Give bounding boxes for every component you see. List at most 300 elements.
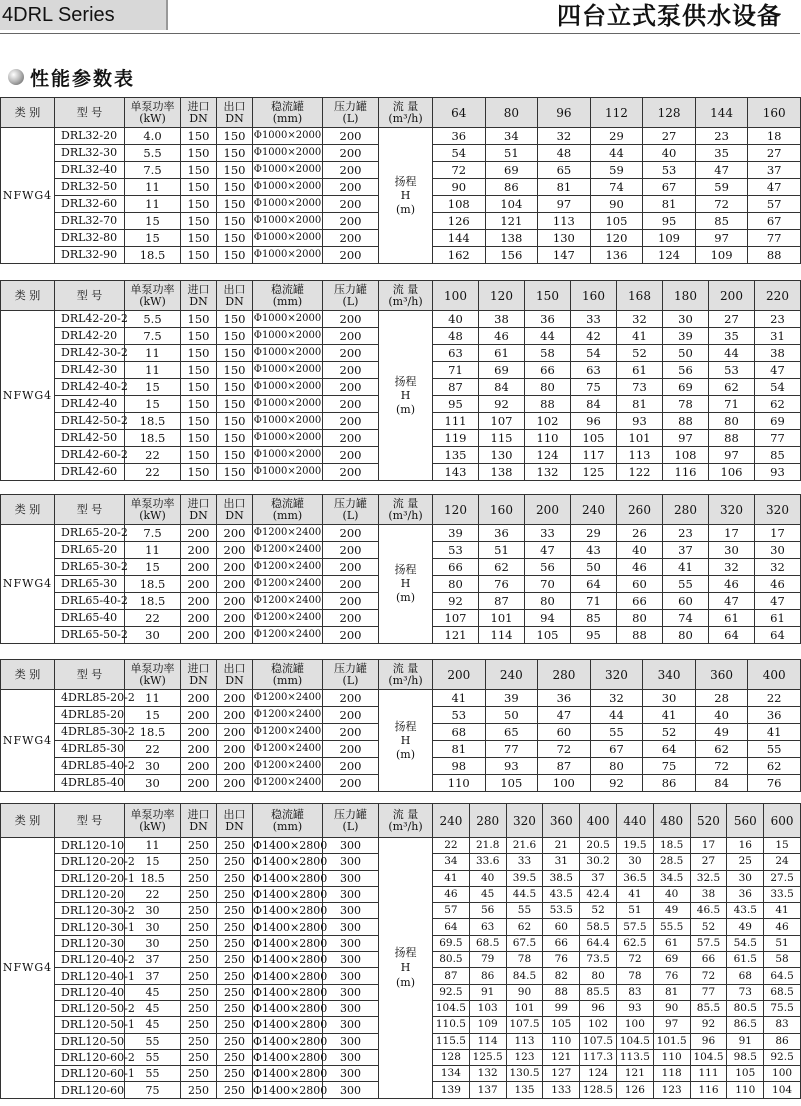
pressure-tank-cell: 200 bbox=[323, 775, 379, 792]
head-value: 30 bbox=[643, 690, 696, 707]
col-inlet bbox=[181, 281, 217, 311]
tank-cell: Φ1200×2400 bbox=[253, 542, 323, 559]
table-header-row bbox=[1, 660, 801, 690]
inlet-cell: 250 bbox=[181, 870, 217, 886]
head-value: 41 bbox=[617, 328, 663, 345]
head-value: 59 bbox=[695, 179, 748, 196]
head-value: 84 bbox=[571, 396, 617, 413]
head-value: 107 bbox=[479, 413, 525, 430]
head-value: 52 bbox=[617, 345, 663, 362]
model-cell: DRL42-20 bbox=[55, 328, 125, 345]
head-value: 144 bbox=[433, 230, 486, 247]
col-outlet bbox=[217, 804, 253, 838]
power-cell: 55 bbox=[125, 1049, 181, 1065]
head-value: 47 bbox=[755, 362, 801, 379]
table-header-row bbox=[1, 98, 801, 128]
head-value: 67.5 bbox=[506, 935, 543, 951]
header-line: 出口 bbox=[223, 661, 246, 675]
head-value: 90 bbox=[433, 179, 486, 196]
head-value: 22 bbox=[748, 690, 801, 707]
head-value: 47 bbox=[695, 162, 748, 179]
head-value: 75 bbox=[643, 758, 696, 775]
head-value: 21 bbox=[543, 838, 580, 854]
flow-value: 560 bbox=[727, 804, 764, 838]
header-line: DN bbox=[189, 673, 208, 687]
flow-value: 400 bbox=[748, 660, 801, 690]
power-cell: 30 bbox=[125, 758, 181, 775]
head-value: 104 bbox=[764, 1082, 801, 1098]
head-value: 51 bbox=[479, 542, 525, 559]
power-cell: 30 bbox=[125, 935, 181, 951]
head-value: 56 bbox=[663, 362, 709, 379]
header-line: (m³/h) bbox=[388, 819, 423, 833]
pressure-tank-cell: 200 bbox=[323, 593, 379, 610]
outlet-cell: 150 bbox=[217, 230, 253, 247]
col-inlet bbox=[181, 660, 217, 690]
header-line: DN bbox=[225, 111, 244, 125]
outlet-cell: 150 bbox=[217, 213, 253, 230]
head-value: 17 bbox=[709, 525, 755, 542]
pressure-tank-cell: 200 bbox=[323, 247, 379, 264]
tank-cell: Φ1000×2000 bbox=[253, 413, 323, 430]
inlet-cell: 200 bbox=[181, 741, 217, 758]
head-value: 27 bbox=[748, 145, 801, 162]
power-cell: 22 bbox=[125, 886, 181, 902]
head-value: 92.5 bbox=[433, 984, 470, 1000]
outlet-cell: 250 bbox=[217, 854, 253, 870]
table-header-row bbox=[1, 804, 801, 838]
outlet-cell: 150 bbox=[217, 413, 253, 430]
head-value: 105 bbox=[525, 627, 571, 644]
pressure-tank-cell: 200 bbox=[323, 559, 379, 576]
col-tank bbox=[253, 804, 323, 838]
head-value: 81 bbox=[538, 179, 591, 196]
head-value: 39 bbox=[663, 328, 709, 345]
head-value: 88 bbox=[617, 627, 663, 644]
flow-value: 360 bbox=[543, 804, 580, 838]
head-value: 88 bbox=[543, 984, 580, 1000]
header-line: (mm) bbox=[272, 673, 303, 687]
outlet-cell: 150 bbox=[217, 328, 253, 345]
col-outlet bbox=[217, 660, 253, 690]
head-value: 100 bbox=[764, 1066, 801, 1082]
power-cell: 22 bbox=[125, 464, 181, 481]
header-line: 出口 bbox=[223, 807, 246, 821]
model-cell: DRL120-20 bbox=[55, 886, 125, 902]
head-value: 58 bbox=[525, 345, 571, 362]
head-value: 39.5 bbox=[506, 870, 543, 886]
tank-cell: Φ1400×2800 bbox=[253, 953, 328, 967]
head-value: 67 bbox=[643, 179, 696, 196]
head-value: 62 bbox=[695, 741, 748, 758]
head-value: 18 bbox=[748, 128, 801, 145]
pressure-tank-cell: 300 bbox=[323, 1066, 379, 1082]
head-value: 109 bbox=[643, 230, 696, 247]
head-value: 97 bbox=[663, 430, 709, 447]
inlet-cell: 150 bbox=[181, 413, 217, 430]
outlet-cell: 150 bbox=[217, 447, 253, 464]
head-value: 104.5 bbox=[690, 1049, 727, 1065]
head-value: 51 bbox=[616, 903, 653, 919]
power-cell: 18.5 bbox=[125, 247, 181, 264]
outlet-cell: 150 bbox=[217, 145, 253, 162]
tank-cell: Φ1200×2400 bbox=[253, 758, 323, 775]
head-value: 138 bbox=[479, 464, 525, 481]
model-cell: DRL42-50 bbox=[55, 430, 125, 447]
head-value: 47 bbox=[748, 179, 801, 196]
head-value: 74 bbox=[663, 610, 709, 627]
inlet-cell: 250 bbox=[181, 1033, 217, 1049]
outlet-cell: 150 bbox=[217, 179, 253, 196]
head-value: 41 bbox=[748, 724, 801, 741]
flow-value: 320 bbox=[755, 495, 801, 525]
head-value: 114 bbox=[479, 627, 525, 644]
pressure-tank-cell: 200 bbox=[323, 379, 379, 396]
outlet-cell: 150 bbox=[217, 379, 253, 396]
head-value: 75 bbox=[571, 379, 617, 396]
head-label-cell bbox=[379, 525, 433, 644]
head-value: 116 bbox=[663, 464, 709, 481]
inlet-cell: 250 bbox=[181, 935, 217, 951]
head-value: 43.5 bbox=[543, 886, 580, 902]
head-value: 93 bbox=[485, 758, 538, 775]
spec-table bbox=[0, 659, 801, 792]
table-row bbox=[1, 838, 801, 854]
col-model: 型 号 bbox=[55, 495, 125, 525]
head-value: 55 bbox=[590, 724, 643, 741]
power-cell: 11 bbox=[125, 362, 181, 379]
head-value: 138 bbox=[485, 230, 538, 247]
flow-value: 480 bbox=[653, 804, 690, 838]
head-value: 60 bbox=[663, 593, 709, 610]
head-value: 15 bbox=[764, 838, 801, 854]
inlet-cell: 150 bbox=[181, 464, 217, 481]
head-value: 64 bbox=[755, 627, 801, 644]
section-title: 性能参数表 bbox=[30, 67, 136, 90]
header-line: H bbox=[400, 388, 411, 402]
head-value: 46 bbox=[764, 919, 801, 935]
head-value: 137 bbox=[469, 1082, 506, 1098]
head-value: 95 bbox=[571, 627, 617, 644]
pressure-tank-cell: 200 bbox=[323, 690, 379, 707]
head-value: 61 bbox=[653, 935, 690, 951]
outlet-cell: 150 bbox=[217, 162, 253, 179]
outlet-cell: 200 bbox=[217, 627, 253, 644]
head-value: 66 bbox=[543, 935, 580, 951]
outlet-cell: 150 bbox=[217, 430, 253, 447]
head-value: 68.5 bbox=[764, 984, 801, 1000]
head-value: 78 bbox=[506, 952, 543, 968]
head-value: 69 bbox=[479, 362, 525, 379]
head-value: 30 bbox=[727, 870, 764, 886]
head-value: 41 bbox=[433, 690, 486, 707]
inlet-cell: 200 bbox=[181, 627, 217, 644]
col-category: 类 别 bbox=[1, 495, 55, 525]
outlet-cell: 200 bbox=[217, 542, 253, 559]
head-value: 36 bbox=[748, 707, 801, 724]
tank-cell: Φ1000×2000 bbox=[253, 328, 323, 345]
head-value: 121 bbox=[433, 627, 479, 644]
inlet-cell: 150 bbox=[181, 447, 217, 464]
head-value: 46.5 bbox=[690, 903, 727, 919]
head-value: 55.5 bbox=[653, 919, 690, 935]
head-value: 84.5 bbox=[506, 968, 543, 984]
col-outlet bbox=[217, 495, 253, 525]
pressure-tank-cell: 200 bbox=[323, 707, 379, 724]
header-line: (m³/h) bbox=[388, 673, 423, 687]
head-value: 30 bbox=[616, 854, 653, 870]
head-value: 95 bbox=[433, 396, 479, 413]
head-value: 104.5 bbox=[433, 1000, 470, 1016]
header-line: DN bbox=[189, 508, 208, 522]
header-line: 流 量 bbox=[392, 282, 419, 296]
inlet-cell: 250 bbox=[181, 854, 217, 870]
inlet-cell: 150 bbox=[181, 230, 217, 247]
head-value: 80.5 bbox=[433, 952, 470, 968]
header-line: 流 量 bbox=[392, 496, 419, 510]
head-value: 39 bbox=[485, 690, 538, 707]
head-value: 22 bbox=[433, 838, 470, 854]
col-category: 类 别 bbox=[1, 660, 55, 690]
tank-cell: Φ1000×2000 bbox=[253, 162, 323, 179]
head-value: 92 bbox=[433, 593, 479, 610]
head-value: 113.5 bbox=[616, 1049, 653, 1065]
head-value: 62 bbox=[748, 758, 801, 775]
head-value: 68 bbox=[433, 724, 486, 741]
model-cell: DRL65-40-2 bbox=[55, 593, 125, 610]
head-value: 33 bbox=[525, 525, 571, 542]
model-cell: DRL65-30-2 bbox=[55, 559, 125, 576]
head-value: 81 bbox=[433, 741, 486, 758]
head-value: 72 bbox=[695, 758, 748, 775]
power-cell: 15 bbox=[125, 707, 181, 724]
head-value: 88 bbox=[663, 413, 709, 430]
head-value: 59 bbox=[590, 162, 643, 179]
head-value: 73 bbox=[617, 379, 663, 396]
head-value: 46 bbox=[709, 576, 755, 593]
outlet-cell: 200 bbox=[217, 758, 253, 775]
spec-table bbox=[0, 97, 801, 264]
head-value: 62 bbox=[709, 379, 755, 396]
head-value: 36.5 bbox=[616, 870, 653, 886]
head-value: 86.5 bbox=[727, 1017, 764, 1033]
head-value: 85 bbox=[695, 213, 748, 230]
model-cell: DRL120-30-2 bbox=[55, 903, 125, 919]
head-value: 34 bbox=[485, 128, 538, 145]
head-value: 70 bbox=[525, 576, 571, 593]
col-model: 型 号 bbox=[55, 804, 125, 838]
head-value: 46 bbox=[755, 576, 801, 593]
head-value: 28 bbox=[695, 690, 748, 707]
head-value: 110 bbox=[543, 1033, 580, 1049]
head-value: 61.5 bbox=[727, 952, 764, 968]
head-value: 72 bbox=[616, 952, 653, 968]
inlet-cell: 150 bbox=[181, 396, 217, 413]
inlet-cell: 200 bbox=[181, 576, 217, 593]
section-heading bbox=[8, 65, 135, 89]
head-value: 38 bbox=[479, 311, 525, 328]
pressure-tank-cell: 200 bbox=[323, 128, 379, 145]
outlet-cell: 200 bbox=[217, 741, 253, 758]
head-value: 107.5 bbox=[506, 1017, 543, 1033]
head-value: 71 bbox=[709, 396, 755, 413]
head-value: 87 bbox=[538, 758, 591, 775]
col-outlet bbox=[217, 281, 253, 311]
head-value: 66 bbox=[433, 559, 479, 576]
inlet-cell: 200 bbox=[181, 707, 217, 724]
head-value: 19.5 bbox=[616, 838, 653, 854]
tank-cell: Φ1400×2800 bbox=[253, 1018, 328, 1032]
header-line: DN bbox=[225, 294, 244, 308]
pressure-tank-cell: 200 bbox=[323, 724, 379, 741]
power-cell: 15 bbox=[125, 230, 181, 247]
head-value: 69 bbox=[485, 162, 538, 179]
pressure-tank-cell: 200 bbox=[323, 610, 379, 627]
outlet-cell: 250 bbox=[217, 838, 253, 854]
model-cell: DRL65-20-2 bbox=[55, 525, 125, 542]
head-value: 65 bbox=[538, 162, 591, 179]
head-value: 85.5 bbox=[580, 984, 617, 1000]
head-value: 69 bbox=[663, 379, 709, 396]
pressure-tank-cell: 200 bbox=[323, 430, 379, 447]
head-value: 48 bbox=[538, 145, 591, 162]
head-value: 80 bbox=[525, 593, 571, 610]
head-value: 64 bbox=[433, 919, 470, 935]
header-line: 单泵功率 bbox=[130, 496, 175, 510]
head-value: 128.5 bbox=[580, 1082, 617, 1098]
model-cell: DRL120-50-1 bbox=[55, 1017, 125, 1033]
power-cell: 7.5 bbox=[125, 525, 181, 542]
inlet-cell: 250 bbox=[181, 1049, 217, 1065]
header-line: 压力罐 bbox=[334, 496, 367, 510]
header-line: H bbox=[400, 961, 411, 975]
pressure-tank-cell: 300 bbox=[323, 1082, 379, 1098]
head-value: 34 bbox=[433, 854, 470, 870]
head-value: 84 bbox=[479, 379, 525, 396]
head-value: 33 bbox=[571, 311, 617, 328]
head-value: 124 bbox=[525, 447, 571, 464]
head-value: 93 bbox=[755, 464, 801, 481]
flow-value: 144 bbox=[695, 98, 748, 128]
head-value: 32 bbox=[538, 128, 591, 145]
tank-cell: Φ1200×2400 bbox=[253, 610, 323, 627]
tank-cell: Φ1400×2800 bbox=[253, 888, 328, 902]
head-value: 31 bbox=[755, 328, 801, 345]
head-value: 36 bbox=[433, 128, 486, 145]
inlet-cell: 250 bbox=[181, 903, 217, 919]
head-value: 61 bbox=[709, 610, 755, 627]
inlet-cell: 250 bbox=[181, 1082, 217, 1098]
model-cell: 4DRL85-20-2 bbox=[55, 690, 125, 707]
power-cell: 55 bbox=[125, 1066, 181, 1082]
header-line: 压力罐 bbox=[334, 807, 367, 821]
head-value: 62 bbox=[755, 396, 801, 413]
power-cell: 5.5 bbox=[125, 311, 181, 328]
table-row bbox=[1, 128, 801, 145]
model-cell: DRL120-40 bbox=[55, 984, 125, 1000]
header-line: H bbox=[400, 733, 411, 747]
header-line: 扬程 bbox=[394, 374, 417, 388]
inlet-cell: 250 bbox=[181, 919, 217, 935]
head-value: 72 bbox=[690, 968, 727, 984]
flow-value: 360 bbox=[695, 660, 748, 690]
header-line: 出口 bbox=[223, 99, 246, 113]
head-value: 29 bbox=[590, 128, 643, 145]
power-cell: 45 bbox=[125, 984, 181, 1000]
head-value: 85 bbox=[571, 610, 617, 627]
head-value: 77 bbox=[690, 984, 727, 1000]
header-line: (L) bbox=[342, 819, 359, 833]
tank-cell: Φ1000×2000 bbox=[253, 311, 323, 328]
head-value: 32 bbox=[590, 690, 643, 707]
outlet-cell: 200 bbox=[217, 610, 253, 627]
col-model: 型 号 bbox=[55, 281, 125, 311]
head-value: 109 bbox=[469, 1017, 506, 1033]
head-value: 40 bbox=[469, 870, 506, 886]
head-value: 66 bbox=[690, 952, 727, 968]
header-line: DN bbox=[225, 673, 244, 687]
spec-table-4drl85 bbox=[0, 659, 800, 792]
head-value: 113 bbox=[538, 213, 591, 230]
outlet-cell: 250 bbox=[217, 1000, 253, 1016]
pressure-tank-cell: 200 bbox=[323, 627, 379, 644]
pressure-tank-cell: 300 bbox=[323, 838, 379, 854]
power-cell: 22 bbox=[125, 610, 181, 627]
head-value: 50 bbox=[571, 559, 617, 576]
head-value: 113 bbox=[617, 447, 663, 464]
head-value: 72 bbox=[538, 741, 591, 758]
head-value: 80 bbox=[433, 576, 479, 593]
col-model: 型 号 bbox=[55, 660, 125, 690]
col-inlet bbox=[181, 495, 217, 525]
head-value: 60 bbox=[543, 919, 580, 935]
head-value: 125 bbox=[571, 464, 617, 481]
head-value: 24 bbox=[764, 854, 801, 870]
header-line: (kW) bbox=[139, 673, 166, 687]
head-value: 77 bbox=[748, 230, 801, 247]
outlet-cell: 150 bbox=[217, 345, 253, 362]
header-line: DN bbox=[225, 819, 244, 833]
head-value: 133 bbox=[543, 1082, 580, 1098]
head-value: 52 bbox=[643, 724, 696, 741]
header-line: (kW) bbox=[139, 819, 166, 833]
col-flow bbox=[379, 804, 433, 838]
head-value: 101 bbox=[479, 610, 525, 627]
col-category: 类 别 bbox=[1, 98, 55, 128]
tank-cell: Φ1200×2400 bbox=[253, 775, 323, 792]
head-value: 104 bbox=[485, 196, 538, 213]
power-cell: 15 bbox=[125, 396, 181, 413]
outlet-cell: 250 bbox=[217, 886, 253, 902]
pressure-tank-cell: 200 bbox=[323, 196, 379, 213]
pressure-tank-cell: 300 bbox=[323, 1033, 379, 1049]
power-cell: 30 bbox=[125, 903, 181, 919]
head-value: 96 bbox=[571, 413, 617, 430]
head-value: 88 bbox=[525, 396, 571, 413]
head-value: 162 bbox=[433, 247, 486, 264]
tank-cell: Φ1400×2800 bbox=[253, 985, 328, 999]
head-value: 90 bbox=[590, 196, 643, 213]
head-value: 17 bbox=[755, 525, 801, 542]
flow-value: 260 bbox=[617, 495, 663, 525]
power-cell: 55 bbox=[125, 1033, 181, 1049]
model-cell: DRL32-60 bbox=[55, 196, 125, 213]
header-line: H bbox=[400, 577, 411, 590]
head-value: 45 bbox=[469, 886, 506, 902]
head-value: 76 bbox=[653, 968, 690, 984]
flow-value: 280 bbox=[469, 804, 506, 838]
head-value: 36 bbox=[479, 525, 525, 542]
